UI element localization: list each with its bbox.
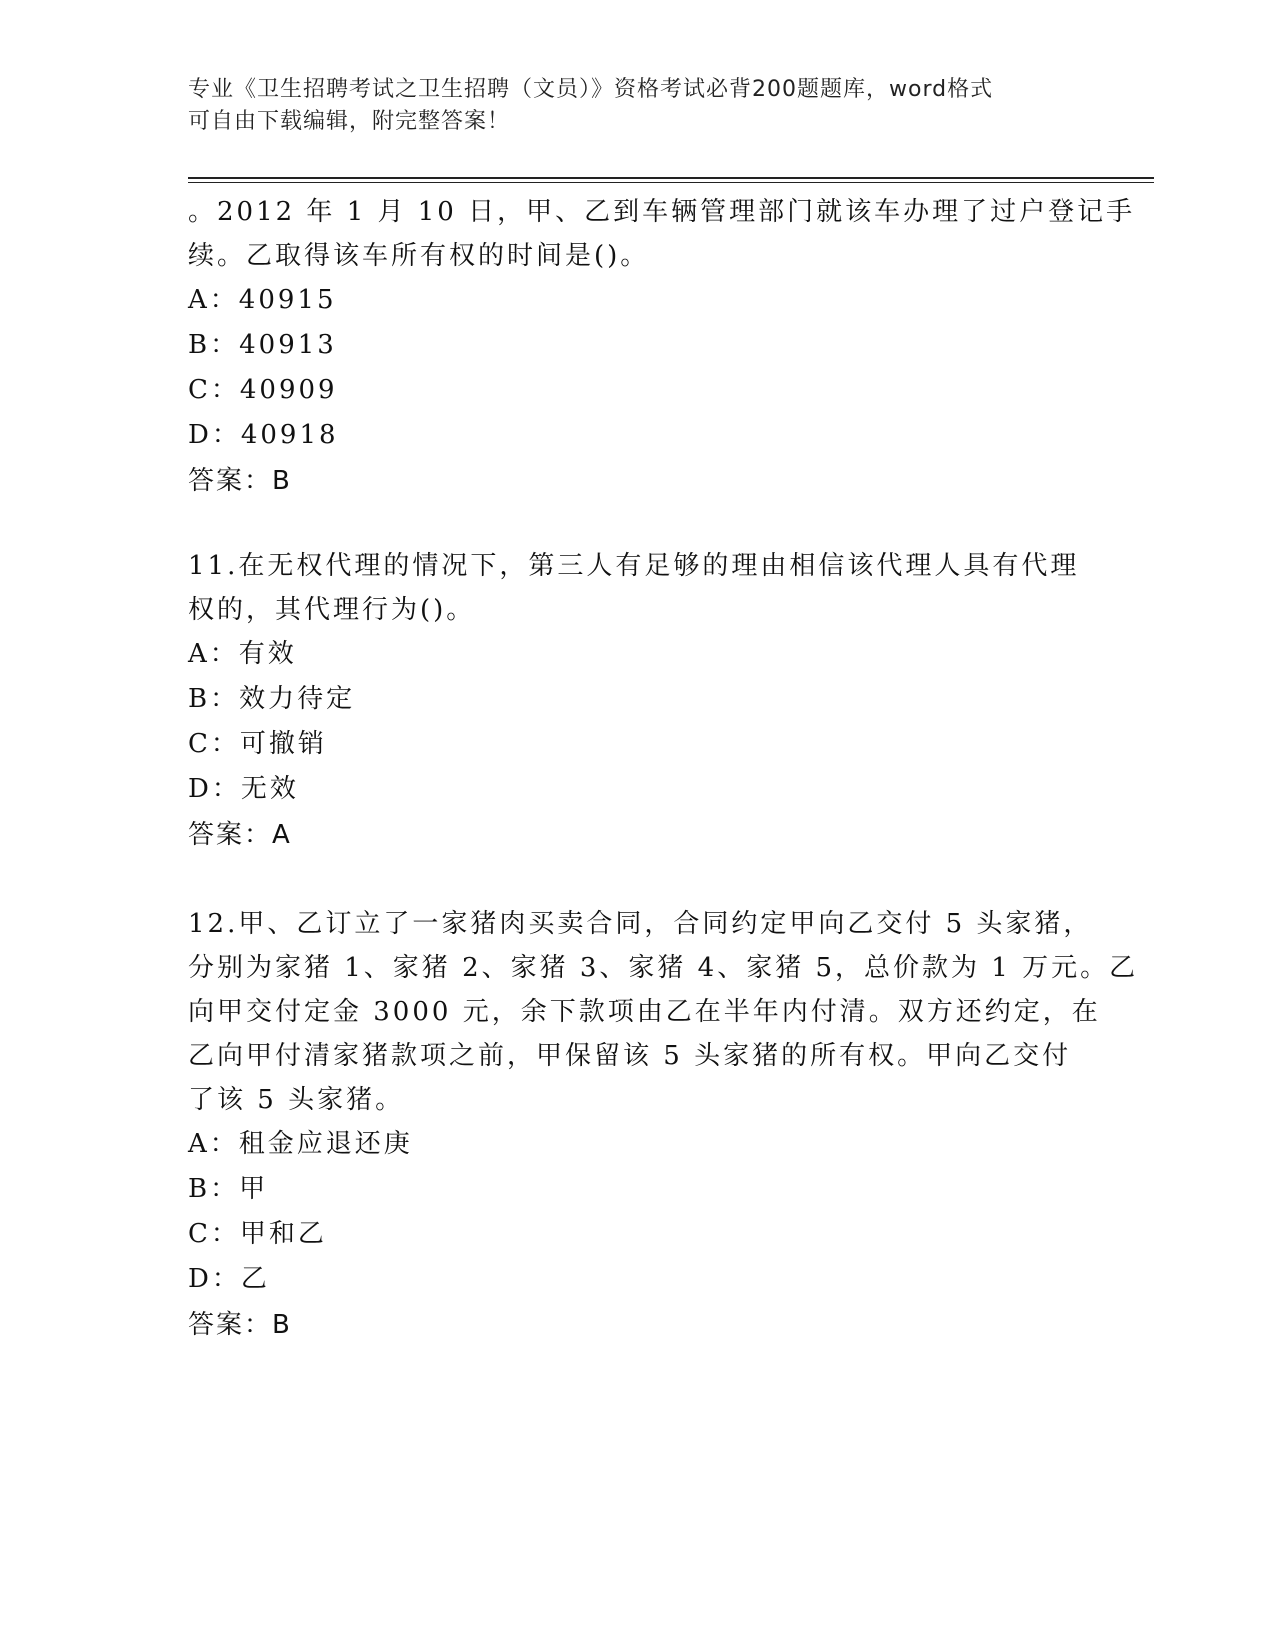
option-b: B：效力待定	[188, 684, 356, 714]
option-c: C：40909	[188, 375, 338, 405]
question-12	[188, 902, 1139, 1348]
header-divider-thick	[188, 177, 1154, 179]
header-title-line-2: 可自由下载编辑，附完整答案！	[188, 109, 511, 134]
question-11	[188, 544, 1088, 858]
header-divider-thin	[188, 182, 1154, 183]
option-a: A：有效	[188, 639, 297, 669]
page-header	[188, 74, 1088, 138]
question-text-line: 12.甲、乙订立了一家猪肉买卖合同，合同约定甲向乙交付 5 头家猪，	[188, 909, 1093, 939]
question-text-line: 。2012 年 1 月 10 日，甲、乙到车辆管理部门就该车办理了过户登记手	[188, 197, 1136, 227]
page-content	[188, 190, 1139, 1392]
question-10	[188, 190, 1136, 504]
question-text-line: 续。乙取得该车所有权的时间是()。	[188, 241, 650, 271]
option-a: A：40915	[188, 285, 337, 315]
option-c: C：甲和乙	[188, 1219, 327, 1249]
option-d: D：乙	[188, 1264, 270, 1294]
question-text-line: 11.在无权代理的情况下，第三人有足够的理由相信该代理人具有代理	[188, 551, 1080, 581]
answer-line: 答案：B	[188, 466, 292, 496]
header-title-line-1: 专业《卫生招聘考试之卫生招聘（文员）》资格考试必背200题题库，word格式	[188, 77, 994, 102]
option-a: A：租金应退还庚	[188, 1129, 413, 1159]
option-d: D：无效	[188, 774, 299, 804]
question-text-line: 乙向甲付清家猪款项之前，甲保留该 5 头家猪的所有权。甲向乙交付	[188, 1041, 1072, 1071]
answer-line: 答案：A	[188, 820, 292, 850]
option-d: D：40918	[188, 420, 339, 450]
option-b: B：40913	[188, 330, 337, 360]
question-text-line: 了该 5 头家猪。	[188, 1085, 405, 1115]
question-text-line: 分别为家猪 1、家猪 2、家猪 3、家猪 4、家猪 5，总价款为 1 万元。乙	[188, 953, 1139, 983]
question-text-line: 权的，其代理行为()。	[188, 595, 476, 625]
question-text-line: 向甲交付定金 3000 元，余下款项由乙在半年内付清。双方还约定，在	[188, 997, 1101, 1027]
option-b: B：甲	[188, 1174, 269, 1204]
answer-line: 答案：B	[188, 1310, 292, 1340]
option-c: C：可撤销	[188, 729, 327, 759]
